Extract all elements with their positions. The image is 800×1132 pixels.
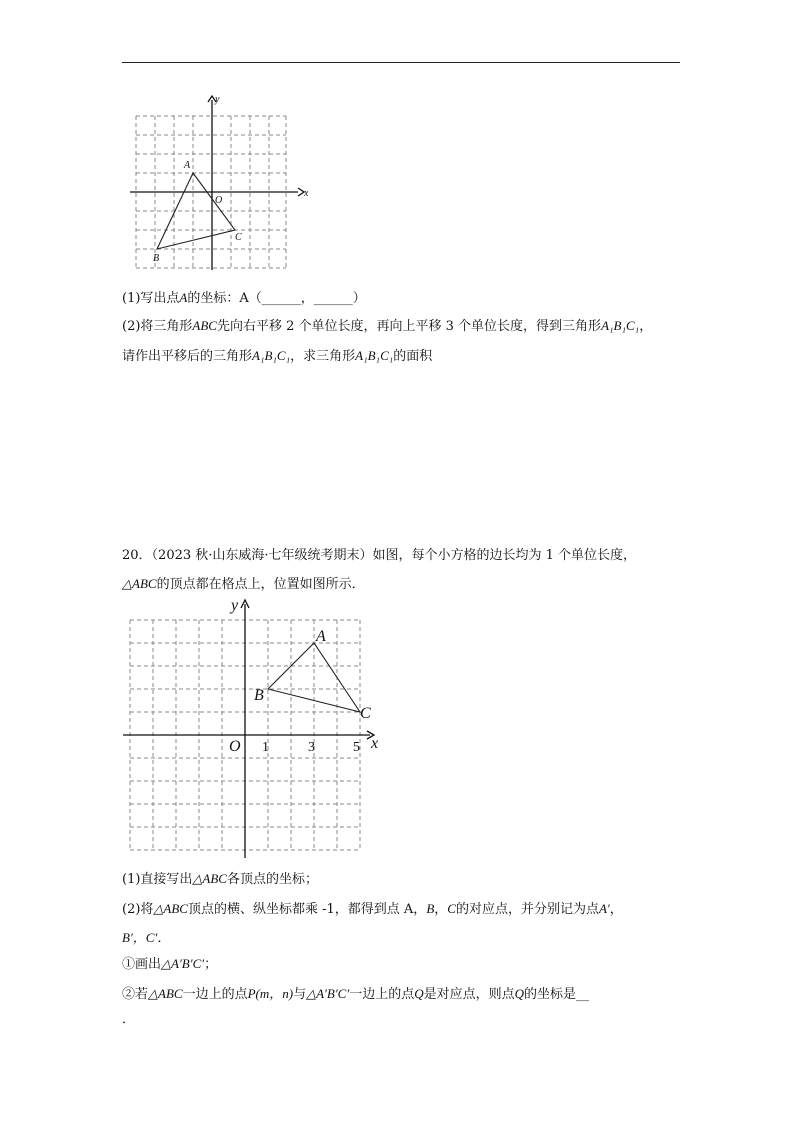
q20-vertex-c-label: C <box>360 705 371 722</box>
q20-part1: (1)直接写出△ABC各顶点的坐标； <box>122 871 318 887</box>
q20-origin-label: O <box>229 738 241 755</box>
q19-coordinate-figure <box>120 88 320 273</box>
q20-answer-blank[interactable]: __ <box>576 987 590 1002</box>
q20-sub1: ①画出△A′B′C′； <box>122 956 218 972</box>
q19-y-label: y <box>215 94 220 105</box>
q20-tick-5: 5 <box>353 740 360 755</box>
q19-x-label: x <box>304 188 309 199</box>
q20-coordinate-figure <box>115 596 395 866</box>
q19-vertex-b-label: B <box>153 253 160 264</box>
q20-part2-line1: (2)将△ABC顶点的横、纵坐标都乘 -1，都得到点 A，B，C的对应点，并分别记为点A′， <box>122 901 623 917</box>
q20-tick-3: 3 <box>308 740 315 755</box>
q20-x-label: x <box>371 735 379 752</box>
q19-vertex-a-label: A <box>184 160 191 171</box>
q20-sub2-period: ． <box>122 1012 136 1027</box>
q19-origin-label: O <box>215 195 223 206</box>
q20-title-line2: △ABC的顶点都在格点上，位置如图所示． <box>122 576 365 592</box>
q19-part2-line2: 请作出平移后的三角形A₁B₁C₁，求三角形A₁B₁C₁的面积 <box>122 348 433 364</box>
q20-tick-1: 1 <box>262 740 269 755</box>
header-rule <box>122 62 680 63</box>
q20-part2-line2: B′，C′． <box>122 930 171 945</box>
q19-part2-line1: (2)将三角形ABC先向右平移 2 个单位长度，再向上平移 3 个单位长度，得到三角形A₁B₁C₁， <box>122 318 653 334</box>
q20-title-line1: 20．（2023 秋·山东威海·七年级统考期末）如图，每个小方格的边长均为 1 个单位长度， <box>122 548 637 563</box>
q20-vertex-a-label: A <box>316 628 326 645</box>
q19-vertex-c-label: C <box>235 232 242 243</box>
q20-sub2: ②若△ABC一边上的点P(m，n)与△A′B′C′一边上的点Q是对应点，则点Q的坐标是__ <box>122 986 590 1002</box>
q19-part1: (1)写出点A的坐标：A（______，______） <box>122 290 366 306</box>
q20-y-label: y <box>231 597 239 614</box>
q19-answer-blank[interactable]: A（______，______） <box>239 291 366 306</box>
q20-vertex-b-label: B <box>254 687 264 704</box>
